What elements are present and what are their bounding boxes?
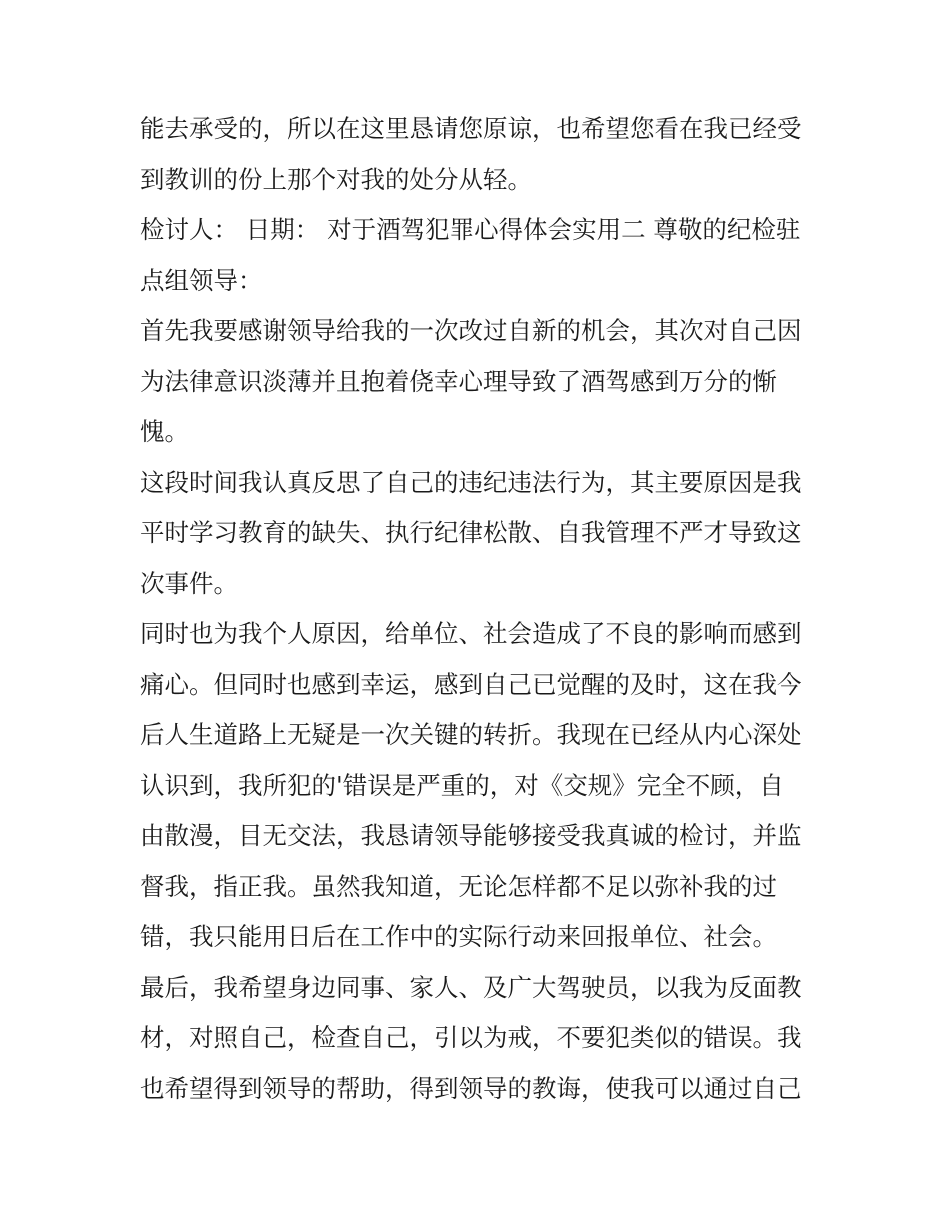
text-line: 同时也为我个人原因，给单位、社会造成了不良的影响而感到: [140, 619, 802, 648]
text-line: 愧。: [140, 417, 189, 446]
text-line: 到教训的份上那个对我的处分从轻。: [140, 164, 532, 194]
text-line: 后人生道路上无疑是一次关键的转折。我现在已经从内心深处: [140, 720, 802, 749]
text-line: 平时学习教育的缺失、执行纪律松散、自我管理不严才导致这: [140, 518, 802, 547]
text-line: 痛心。但同时也感到幸运，感到自己已觉醒的及时，这在我今: [140, 669, 802, 699]
text-line: 能去承受的，所以在这里恳请您原谅，也希望您看在我已经受: [140, 114, 802, 143]
text-line: 次事件。: [140, 568, 238, 598]
text-line: 检讨人： 日期： 对于酒驾犯罪心得体会实用二 尊敬的纪检驻: [140, 215, 801, 244]
text-line: 首先我要感谢领导给我的一次改过自新的机会，其次对自己因: [140, 316, 802, 345]
text-line: 认识到，我所犯的'错误是严重的，对《交规》完全不顾，自: [140, 770, 784, 800]
text-line: 点组领导：: [140, 265, 263, 295]
text-line: 由散漫，目无交法，我恳请领导能够接受我真诚的检讨，并监: [140, 821, 802, 850]
document-body: [140, 104, 820, 1114]
text-line: 为法律意识淡薄并且抱着侥幸心理导致了酒驾感到万分的惭: [140, 366, 777, 396]
text-line: 督我，指正我。虽然我知道，无论怎样都不足以弥补我的过: [140, 871, 777, 901]
text-line: 最后，我希望身边同事、家人、及广大驾驶员，以我为反面教: [140, 972, 802, 1002]
text-line: 这段时间我认真反思了自己的违纪违法行为，其主要原因是我: [140, 467, 802, 497]
text-line: 材，对照自己，检查自己，引以为戒，不要犯类似的错误。我: [140, 1023, 802, 1052]
text-line: 也希望得到领导的帮助，得到领导的教诲，使我可以通过自己: [140, 1073, 802, 1103]
text-line: 错，我只能用日后在工作中的实际行动来回报单位、社会。: [140, 922, 777, 951]
